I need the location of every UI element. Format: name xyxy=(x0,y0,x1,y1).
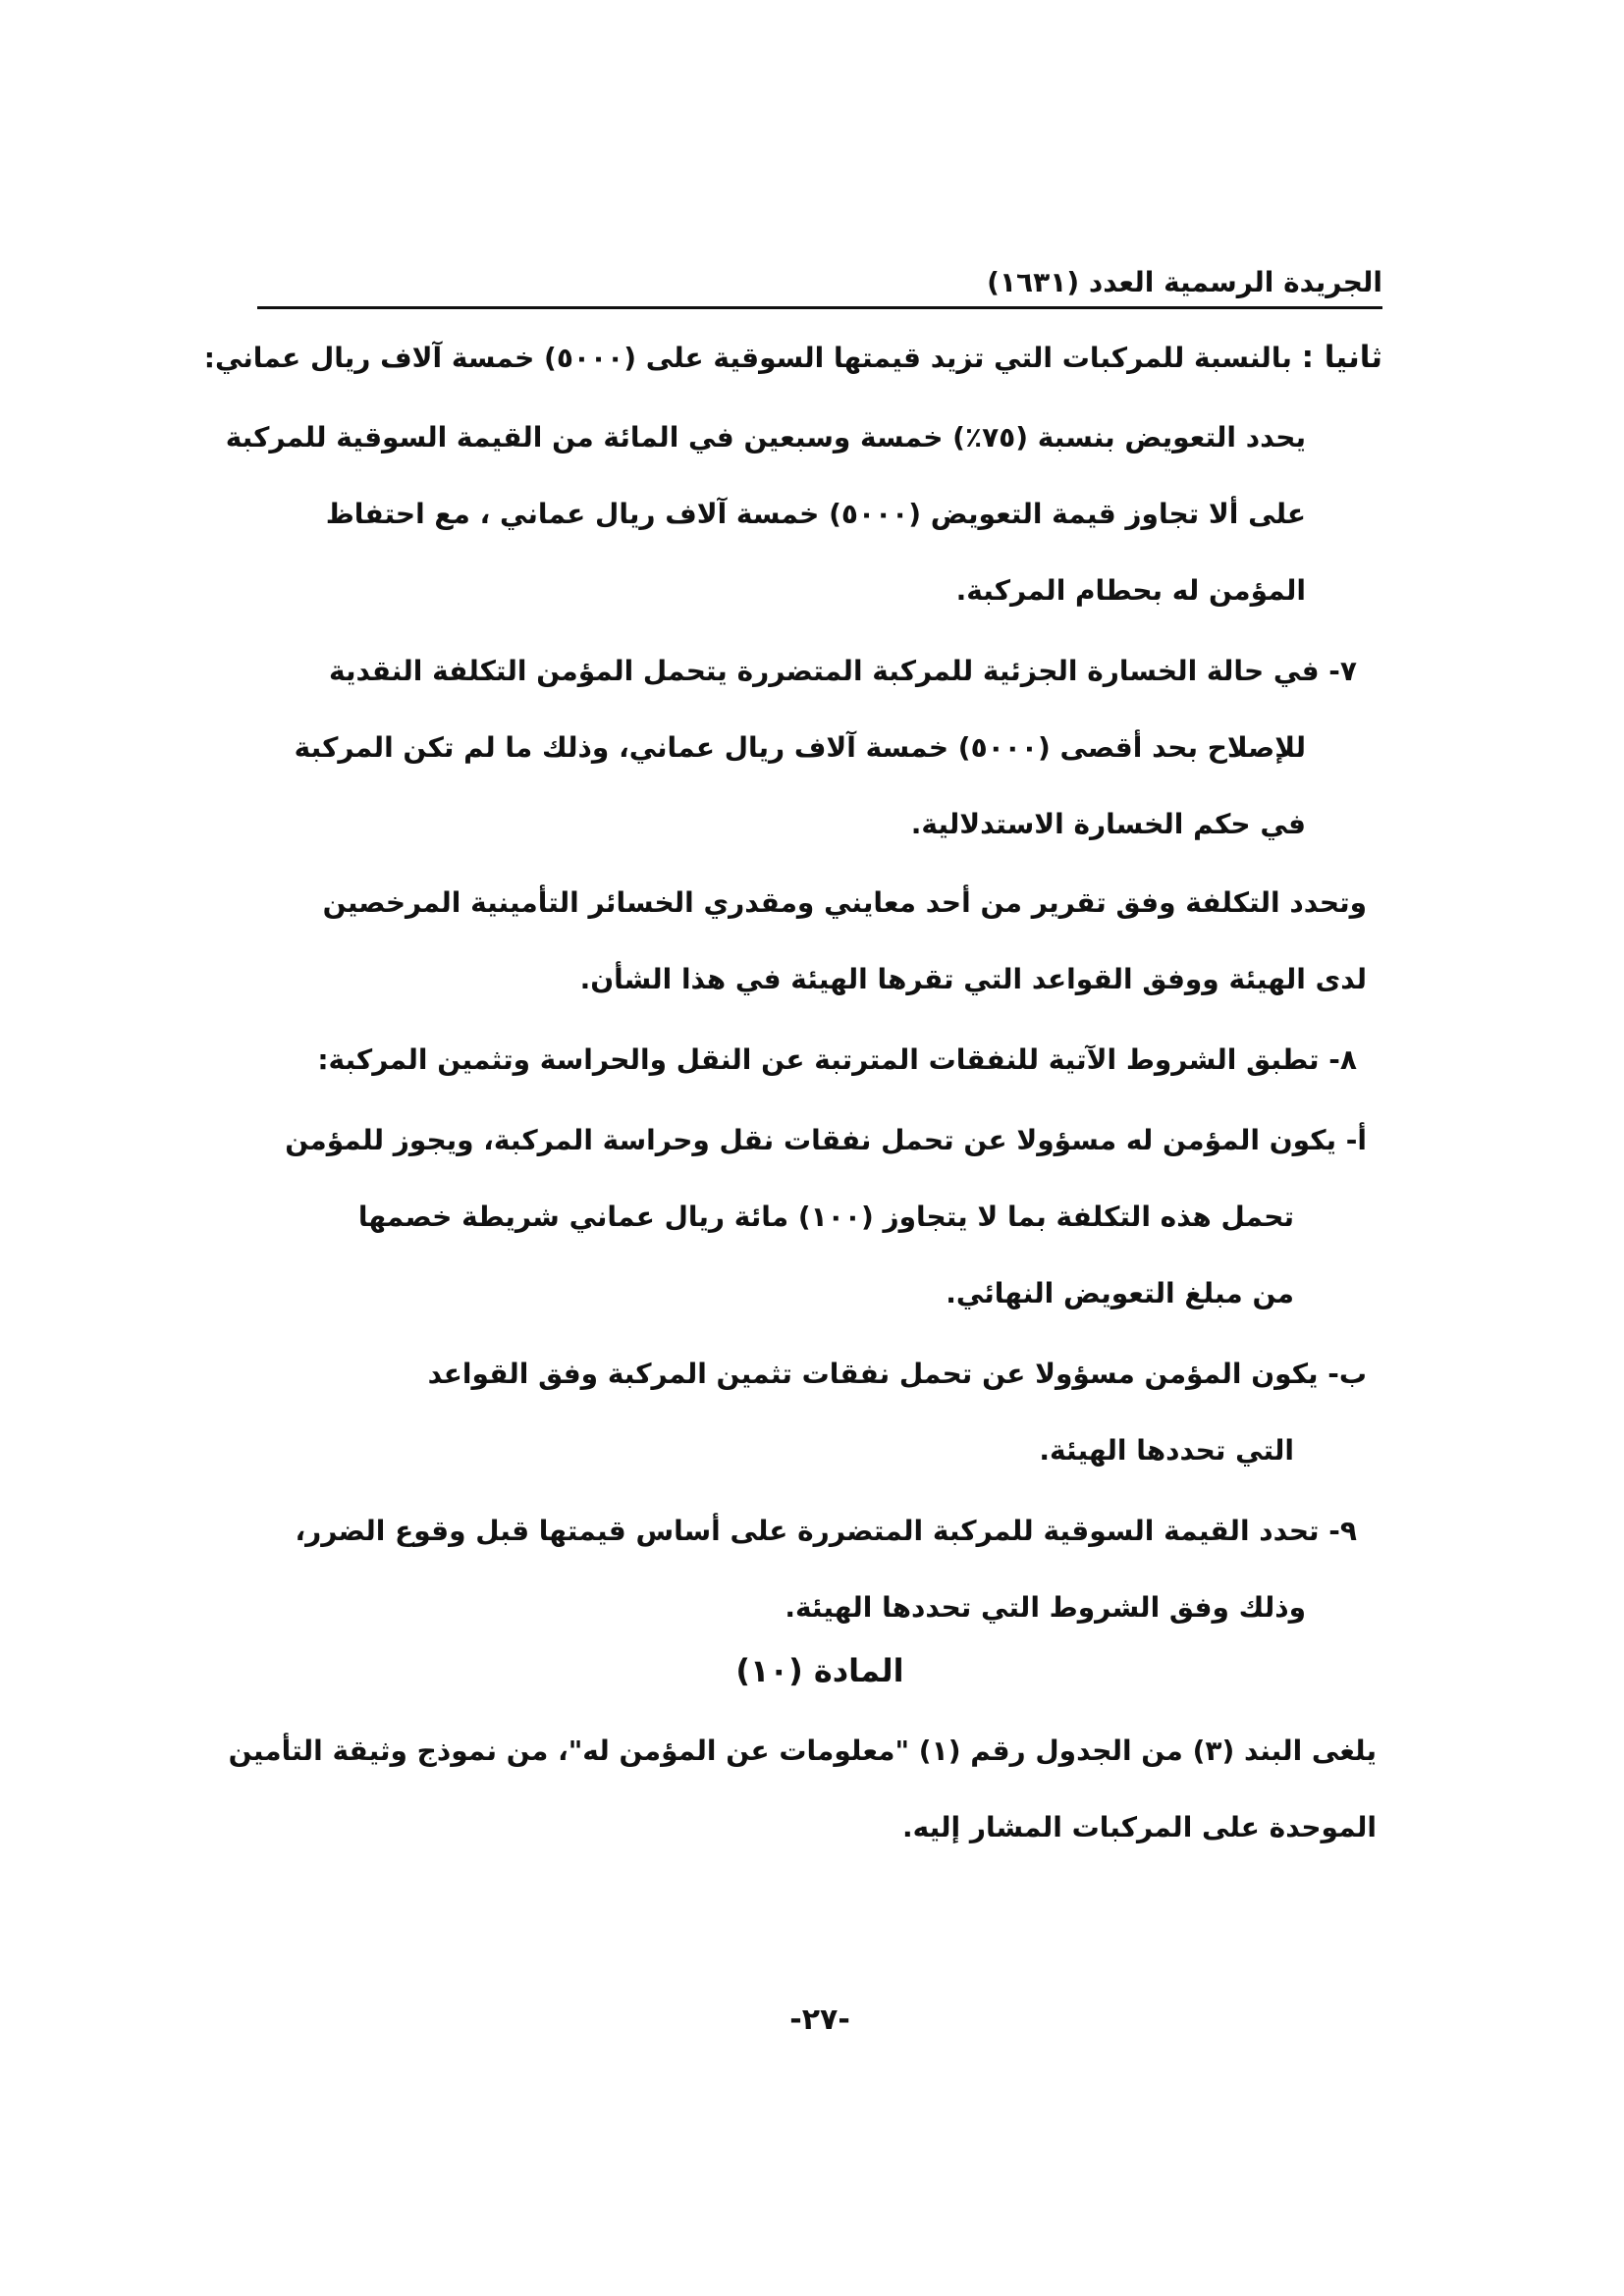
article-10-heading: المادة (١٠) xyxy=(735,1652,904,1689)
item-7-line-1: ٧- في حالة الخسارة الجزئية للمركبة المتضررة يتحمل المؤمن التكلفة النقدية xyxy=(328,655,1357,687)
item-7-line-3: في حكم الخسارة الاستدلالية. xyxy=(910,808,1306,840)
item-8a-line-2: تحمل هذه التكلفة بما لا يتجاوز (١٠٠) مائة ريال عماني شريطة خصمها xyxy=(357,1201,1294,1233)
page-number: -٢٧- xyxy=(789,2002,850,2037)
header-divider xyxy=(257,306,1382,309)
clause-second-line-1 xyxy=(203,336,1382,380)
gazette-header-title: الجريدة الرسمية العدد (١٦٣١) xyxy=(987,266,1382,298)
clause-second-text: بالنسبة للمركبات التي تزيد قيمتها السوقية على (٥٠٠٠) خمسة آلاف ريال عماني: xyxy=(203,342,1292,374)
item-9-line-1: ٩- تحدد القيمة السوقية للمركبة المتضررة على أساس قيمتها قبل وقوع الضرر، xyxy=(295,1515,1357,1547)
clause-second-label: ثانيا : xyxy=(1301,340,1382,375)
item-8-line-1: ٨- تطبق الشروط الآتية للنفقات المترتبة عن النقل والحراسة وتثمين المركبة: xyxy=(317,1043,1357,1076)
article-10-line-1: يلغى البند (٣) من الجدول رقم (١) "معلومات عن المؤمن له"، من نموذج وثيقة التأمين xyxy=(228,1735,1377,1767)
compensation-line-2: على ألا تجاوز قيمة التعويض (٥٠٠٠) خمسة آلاف ريال عماني ، مع احتفاظ xyxy=(325,498,1306,530)
cost-determination-line-1: وتحدد التكلفة وفق تقرير من أحد معايني ومقدري الخسائر التأمينية المرخصين xyxy=(322,886,1367,919)
item-8b-line-2: التي تحددها الهيئة. xyxy=(1039,1434,1294,1467)
item-8b-line-1: ب- يكون المؤمن مسؤولا عن تحمل نفقات تثمين المركبة وفق القواعد xyxy=(427,1358,1367,1390)
article-10-line-2: الموحدة على المركبات المشار إليه. xyxy=(901,1811,1377,1843)
compensation-line-1: يحدد التعويض بنسبة (٧٥٪) خمسة وسبعين في المائة من القيمة السوقية للمركبة xyxy=(225,421,1306,454)
item-9-line-2: وذلك وفق الشروط التي تحددها الهيئة. xyxy=(785,1591,1306,1624)
compensation-line-3: المؤمن له بحطام المركبة. xyxy=(955,574,1306,607)
item-8a-line-3: من مبلغ التعويض النهائي. xyxy=(946,1277,1294,1309)
item-7-line-2: للإصلاح بحد أقصى (٥٠٠٠) خمسة آلاف ريال عماني، وذلك ما لم تكن المركبة xyxy=(294,731,1306,764)
item-8a-line-1: أ- يكون المؤمن له مسؤولا عن تحمل نفقات نقل وحراسة المركبة، ويجوز للمؤمن xyxy=(285,1124,1367,1156)
cost-determination-line-2: لدى الهيئة ووفق القواعد التي تقرها الهيئة في هذا الشأن. xyxy=(579,963,1367,995)
